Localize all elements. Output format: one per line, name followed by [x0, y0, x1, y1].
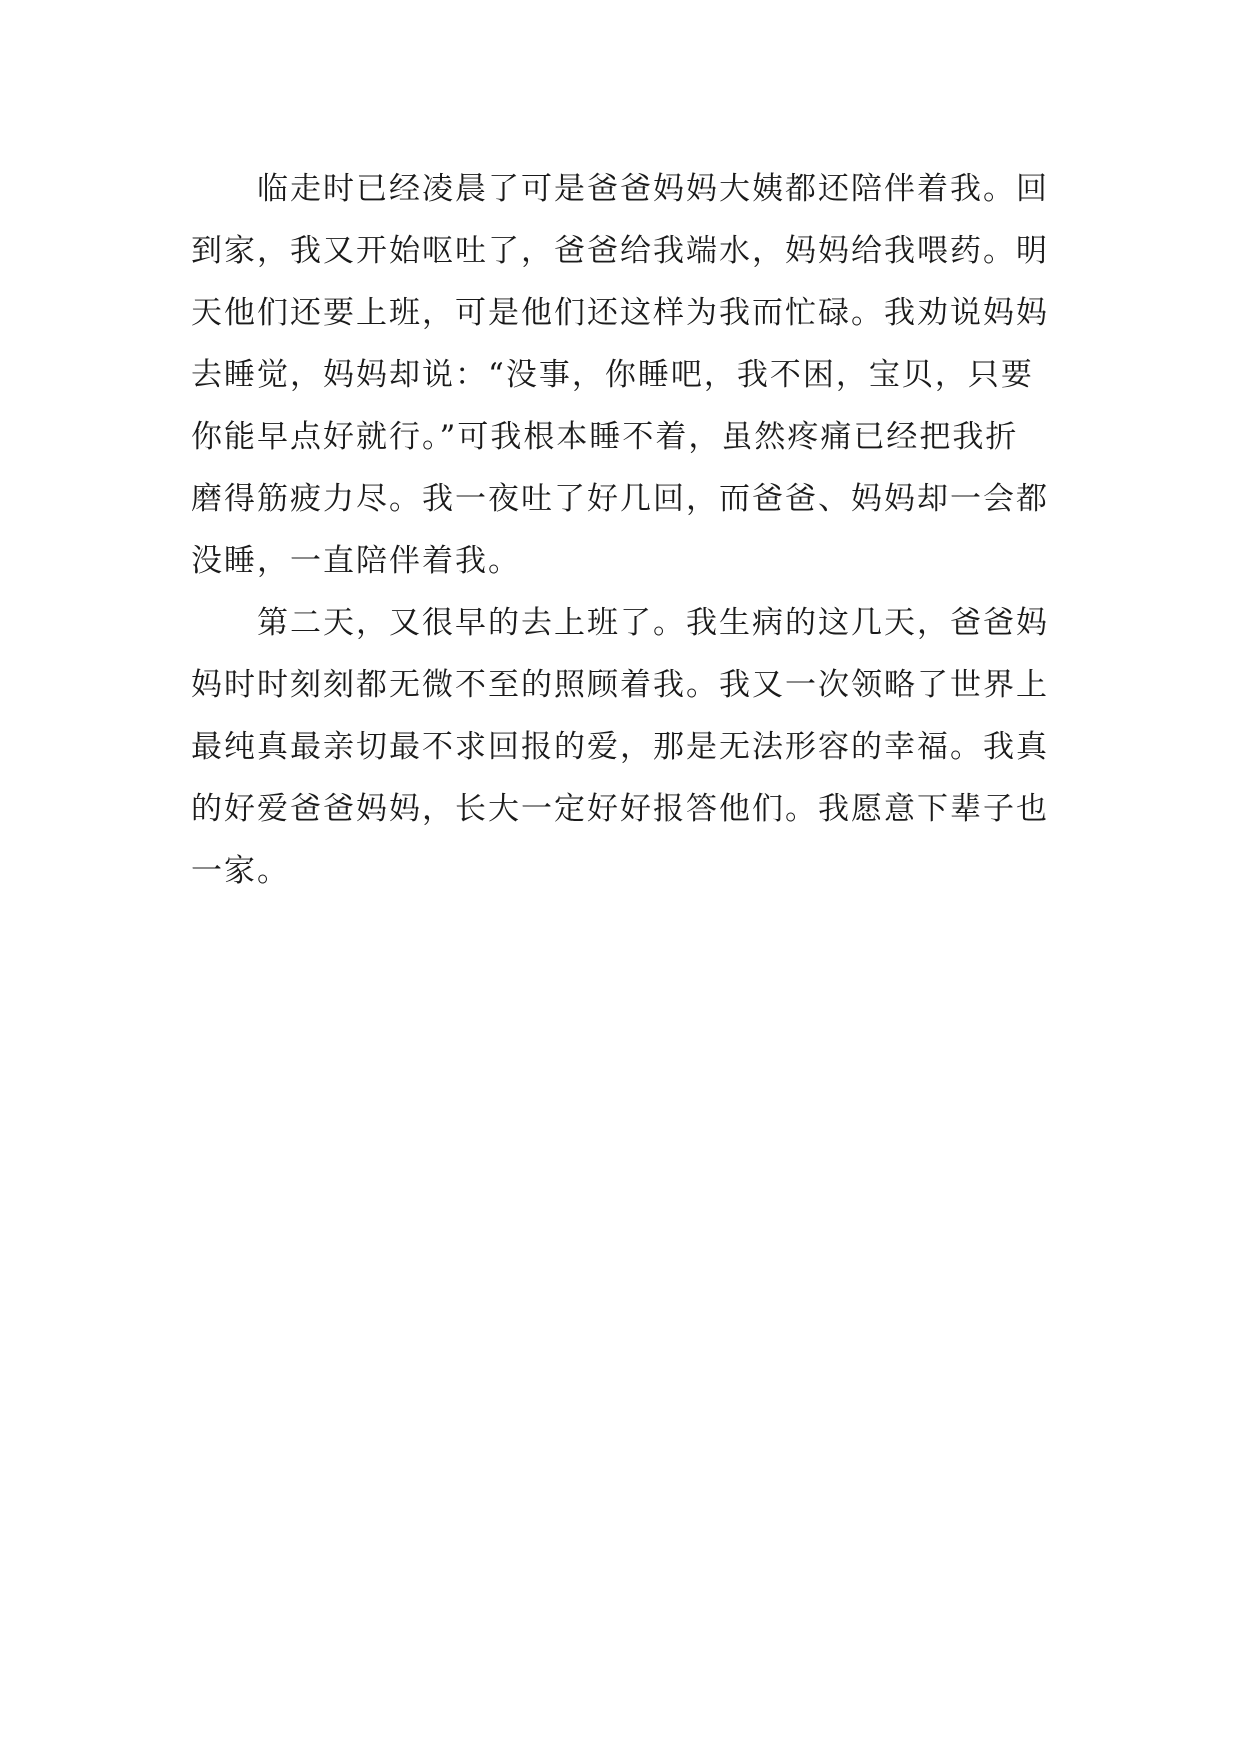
paragraph-line: 你能早点好就行。”可我根本睡不着，虽然疼痛已经把我折 [191, 419, 1019, 455]
paragraph-line: 磨得筋疲力尽。我一夜吐了好几回，而爸爸、妈妈却一会都 [191, 481, 1049, 517]
paragraph-line: 没睡，一直陪伴着我。 [191, 543, 521, 579]
paragraph-line: 的好爱爸爸妈妈，长大一定好好报答他们。我愿意下辈子也 [191, 791, 1049, 827]
paragraph-1 [191, 158, 1061, 592]
paragraph-line: 天他们还要上班，可是他们还这样为我而忙碌。我劝说妈妈 [191, 295, 1049, 331]
paragraph-line: 第二天，又很早的去上班了。我生病的这几天，爸爸妈 [257, 605, 1049, 641]
paragraph-2 [191, 592, 1061, 902]
paragraph-line: 妈时时刻刻都无微不至的照顾着我。我又一次领略了世界上 [191, 667, 1049, 703]
paragraph-line: 去睡觉，妈妈却说：“没事，你睡吧，我不困，宝贝，只要 [191, 357, 1034, 393]
document-body [191, 158, 1061, 902]
paragraph-line: 到家，我又开始呕吐了，爸爸给我端水，妈妈给我喂药。明 [191, 233, 1049, 269]
paragraph-line: 临走时已经凌晨了可是爸爸妈妈大姨都还陪伴着我。回 [257, 171, 1049, 207]
paragraph-line: 一家。 [191, 853, 290, 889]
paragraph-line: 最纯真最亲切最不求回报的爱，那是无法形容的幸福。我真 [191, 729, 1049, 765]
